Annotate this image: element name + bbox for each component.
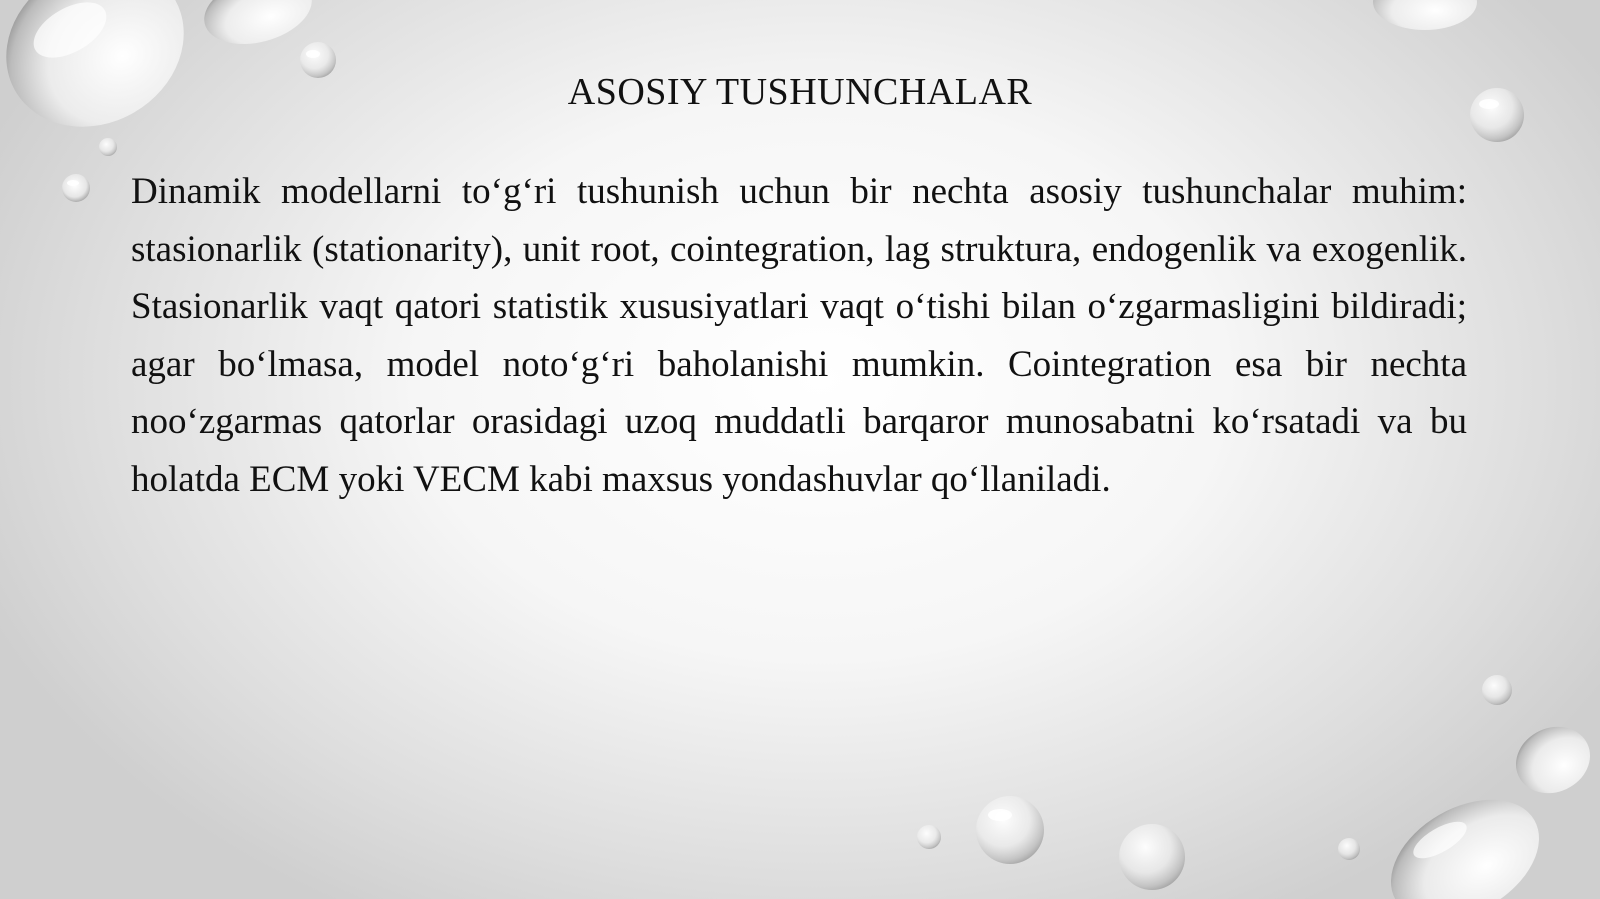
water-drop-bullet-icon [61, 173, 91, 203]
water-droplet-icon [197, 0, 320, 55]
water-droplet-icon [1338, 838, 1360, 860]
water-droplet-icon [1370, 775, 1561, 899]
water-droplet-icon [99, 138, 117, 156]
slide-title: ASOSIY TUSHUNCHALAR [567, 71, 1033, 113]
water-droplet-icon [1119, 824, 1185, 890]
water-droplet-icon [1482, 675, 1512, 705]
water-droplet-icon [1505, 715, 1600, 805]
water-droplet-icon [976, 796, 1044, 864]
body-paragraph: Dinamik modellarni to‘g‘ri tushunish uchun bir nechta asosiy tushunchalar muhim: stasionarlik (stationarity), unit root, cointegration, lag struktura, endogenlik va exogenlik. Stasionarlik vaqt qatori statistik xususiyatlari vaqt o‘tishi bilan o‘zgarmasligini bildiradi; agar bo‘lmasa, model noto‘g‘ri baholanishi mumkin. Cointegration esa bir nechta noo‘zgarmas qatorlar orasidagi uzoq muddatli barqaror munosabatni ko‘rsatadi va bu holatda ECM yoki VECM kabi maxsus yondashuvlar qo‘llaniladi. [131, 171, 1467, 500]
water-droplet-icon [917, 825, 941, 849]
water-droplet-icon [1373, 0, 1477, 30]
